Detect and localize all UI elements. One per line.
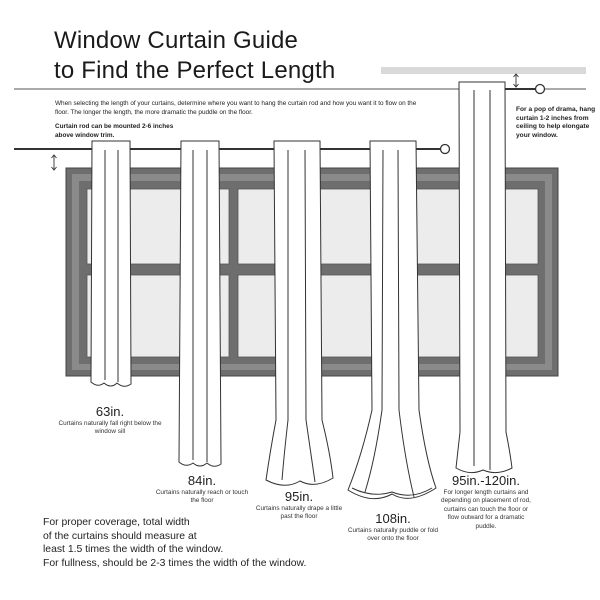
title-line-2: to Find the Perfect Length (54, 57, 336, 84)
length-84in: 84in. (187, 473, 217, 488)
coverage-note (43, 516, 373, 570)
caption-95in: Curtains naturally drape a little past the floor (255, 505, 343, 521)
curtain-84in (179, 141, 221, 466)
title-line-1: Window Curtain Guide (54, 27, 299, 54)
length-95in: 95in. (284, 489, 314, 504)
coverage-line-2: of the curtains should measure at (43, 530, 197, 542)
label-84in (147, 473, 257, 506)
coverage-line-3: least 1.5 times the width of the window. (43, 544, 224, 556)
caption-84in: Curtains naturally reach or touch the floor (155, 489, 249, 505)
caption-95in-120in: For longer length curtains and depending on placement of rod, curtains can touch the floor or flow outward for a dramatic puddle. (441, 489, 531, 530)
length-95in-120in: 95in.-120in. (452, 473, 520, 488)
rod-mount-note: Curtain rod can be mounted 2-6 inches above window trim. (55, 123, 174, 139)
caption-63in: Curtains naturally fall right below the window sill (58, 420, 162, 436)
ceiling-hang-note: For a pop of drama, hang curtain 1-2 inches from ceiling to help elongate your window. (516, 106, 596, 139)
label-63in (45, 404, 175, 437)
intro-text: When selecting the length of your curtains, determine where you want to hang the curtain rod and how you want it to flow on the floor. The longer the length, the more dramatic the puddle on the floor. (55, 100, 417, 116)
label-95in-120in (436, 473, 536, 531)
caption-108in: Curtains naturally puddle or fold over onto the floor (347, 527, 439, 543)
rod-height-arrow-right (514, 74, 519, 87)
curtain-63in (91, 141, 131, 386)
curtain-95in-120in (456, 82, 512, 473)
coverage-line-1: For proper coverage, total width (43, 517, 190, 528)
coverage-line-4: For fullness, should be 2-3 times the width of the window. (43, 557, 307, 569)
length-108in: 108in. (375, 511, 411, 526)
length-63in: 63in. (95, 404, 125, 419)
rod-height-arrow-left (52, 155, 57, 170)
